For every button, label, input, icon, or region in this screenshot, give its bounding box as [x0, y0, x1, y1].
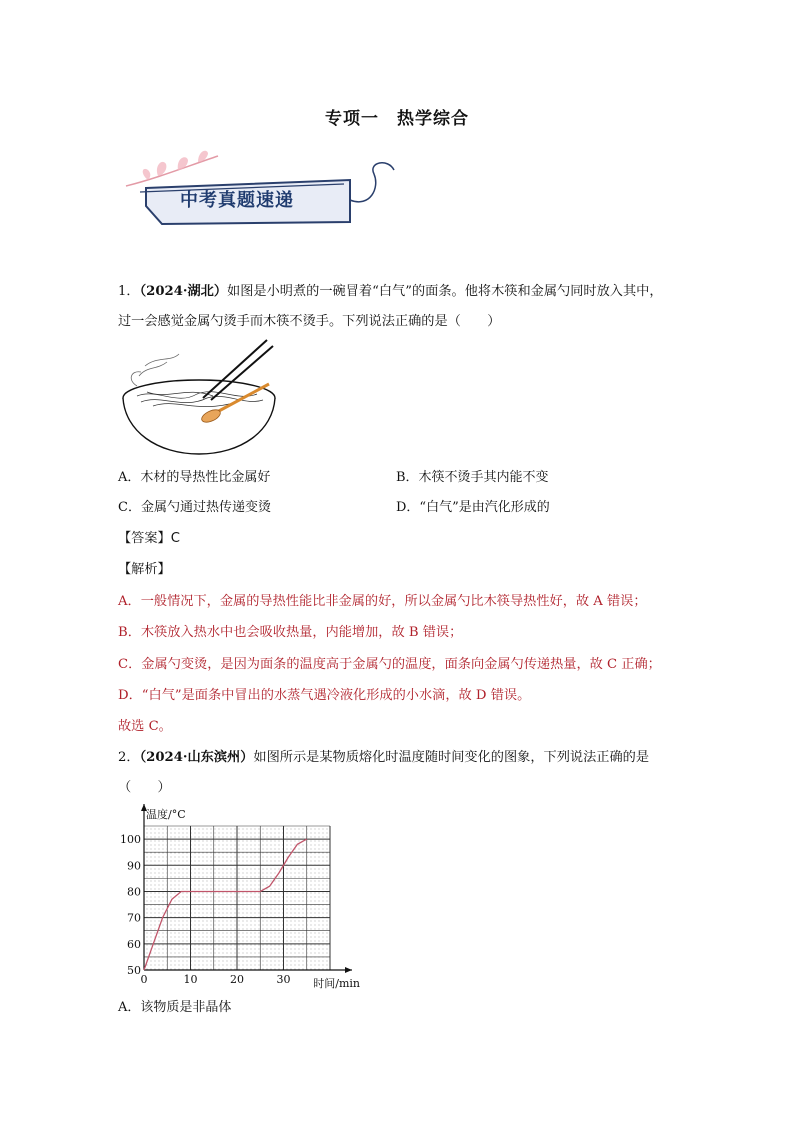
noodle-bowl-figure	[117, 336, 282, 458]
y-axis-label: 温度/°C	[146, 808, 186, 821]
y-tick-label: 70	[127, 911, 141, 925]
q1-analysis-a: A．一般情况下，金属的导热性能比非金属的好，所以金属勺比木筷导热性好，故 A 错误；	[118, 594, 647, 609]
q1-number: 1．	[118, 284, 140, 299]
q1-analysis-d: D．“白气”是面条中冒出的水蒸气遇冷液化形成的小水滴，故 D 错误。	[118, 688, 531, 703]
page-title: 专项一 热学综合	[325, 109, 469, 129]
y-tick-label: 60	[127, 937, 141, 951]
q1-conclusion: 故选 C。	[118, 719, 172, 734]
y-tick-label: 100	[120, 833, 141, 847]
q1-option-c[interactable]: C．金属勺通过热传递变烫	[118, 500, 271, 515]
q2-source: （2024·山东滨州）	[139, 750, 254, 765]
section-banner-label: 中考真题速递	[180, 190, 294, 211]
q1-option-b[interactable]: B．木筷不烫手其内能不变	[396, 470, 549, 485]
x-axis-arrow	[345, 967, 352, 973]
q1-stem-text: 如图是小明煮的一碗冒着“白气”的面条。他将木筷和金属勺同时放入其中，	[227, 284, 663, 299]
q2-stem-text: 如图所示是某物质熔化时温度随时间变化的图象，下列说法正确的是	[253, 750, 650, 765]
x-tick-label: 30	[276, 973, 291, 986]
q2-stem-line2: （ ）	[118, 780, 171, 795]
q1-analysis-c: C．金属勺变烫，是因为面条的温度高于金属勺的温度，面条向金属勺传递热量，故 C 正确；	[118, 657, 661, 672]
y-tick-label: 50	[127, 964, 141, 977]
q1-analysis-label: 【解析】	[118, 562, 171, 577]
temperature-time-chart	[118, 800, 380, 992]
q1-source: （2024·湖北）	[139, 284, 228, 299]
q2-number: 2．	[118, 750, 140, 765]
branch-decoration	[126, 156, 218, 186]
q1-option-d[interactable]: D．“白气”是由汽化形成的	[396, 500, 550, 515]
x-tick-label: 20	[230, 973, 244, 986]
q1-analysis-b: B．木筷放入热水中也会吸收热量，内能增加，故 B 错误；	[118, 625, 463, 640]
q2-stem-line1	[118, 748, 649, 768]
y-tick-label: 90	[127, 859, 141, 873]
q1-stem-line2: 过一会感觉金属勺烫手而木筷不烫手。下列说法正确的是（ ）	[118, 314, 501, 329]
swirl-decoration	[350, 163, 394, 202]
y-tick-label: 80	[127, 885, 141, 899]
q2-option-a[interactable]: A．该物质是非晶体	[118, 1000, 232, 1015]
q1-answer: 【答案】C	[118, 531, 180, 546]
x-tick-label: 0	[140, 973, 148, 986]
x-axis-label: 时间/min	[313, 977, 360, 990]
x-tick-label: 10	[183, 973, 198, 986]
q1-stem-line1	[118, 282, 663, 302]
q1-option-a[interactable]: A．木材的导热性比金属好	[118, 470, 271, 485]
